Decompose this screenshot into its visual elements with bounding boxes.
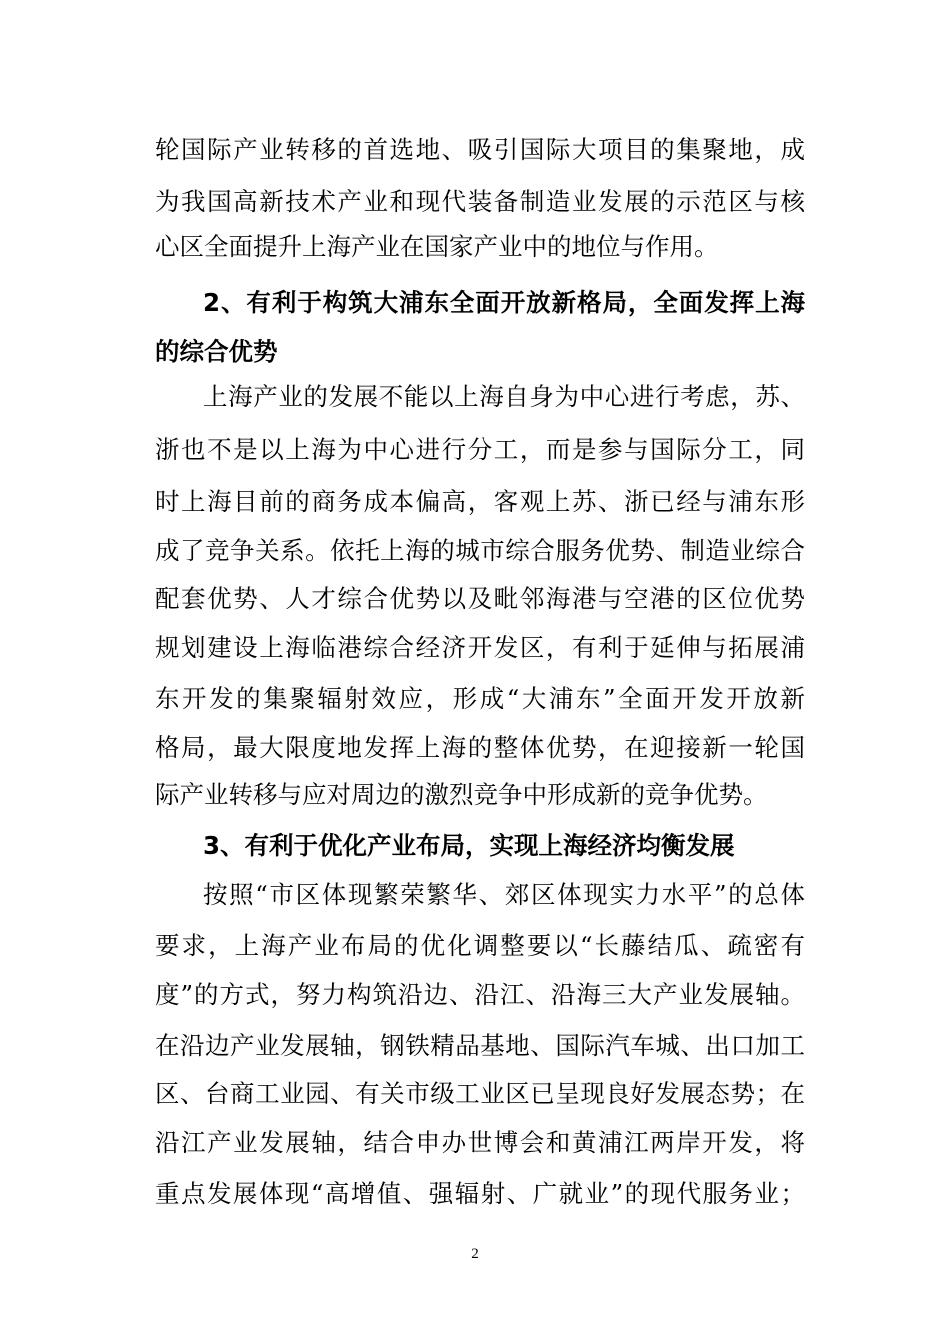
paragraph-line: 度”的方式，努力构筑沿边、沿江、沿海三大产业发展轴。 xyxy=(155,980,805,1009)
paragraph-line: 上海产业的发展不能以上海自身为中心进行考虑，苏、 xyxy=(203,382,805,411)
paragraph-line: 为我国高新技术产业和现代装备制造业发展的示范区与核 xyxy=(155,187,805,216)
section-heading: 的综合优势 xyxy=(155,337,278,366)
paragraph-line: 轮国际产业转移的首选地、吸引国际大项目的集聚地，成 xyxy=(155,135,805,164)
paragraph-line: 格局，最大限度地发挥上海的整体优势，在迎接新一轮国 xyxy=(155,733,805,762)
page-number: 2 xyxy=(471,1246,479,1262)
paragraph-line: 心区全面提升上海产业在国家产业中的地位与作用。 xyxy=(155,232,719,261)
paragraph-line: 时上海目前的商务成本偏高，客观上苏、浙已经与浦东形 xyxy=(155,487,805,516)
paragraph-line: 区、台商工业园、有关市级工业区已呈现良好发展态势；在 xyxy=(155,1079,805,1108)
paragraph-line: 配套优势、人才综合优势以及毗邻海港与空港的区位优势 xyxy=(155,584,805,613)
paragraph-line: 成了竞争关系。依托上海的城市综合服务优势、制造业综合 xyxy=(155,536,805,565)
paragraph-line: 在沿边产业发展轴，钢铁精品基地、国际汽车城、出口加工 xyxy=(155,1031,805,1060)
paragraph-line: 重点发展体现“高增值、强辐射、广就业”的现代服务业； xyxy=(155,1179,805,1208)
paragraph-line: 规划建设上海临港综合经济开发区，有利于延伸与拓展浦 xyxy=(155,633,805,662)
section-heading: 3、有利于优化产业布局，实现上海经济均衡发展 xyxy=(203,831,735,860)
section-heading: 2、有利于构筑大浦东全面开放新格局，全面发挥上海 xyxy=(203,288,805,317)
paragraph-line: 际产业转移与应对周边的激烈竞争中形成新的竞争优势。 xyxy=(155,780,768,809)
paragraph-line: 东开发的集聚辐射效应，形成“大浦东”全面开发开放新 xyxy=(155,684,805,713)
paragraph-line: 要求，上海产业布局的优化调整要以“长藤结瓜、疏密有 xyxy=(155,931,805,960)
paragraph-line: 浙也不是以上海为中心进行分工，而是参与国际分工，同 xyxy=(155,435,805,464)
paragraph-line: 按照“市区体现繁荣繁华、郊区体现实力水平”的总体 xyxy=(203,880,805,909)
paragraph-line: 沿江产业发展轴，结合申办世博会和黄浦江两岸开发，将 xyxy=(155,1128,805,1157)
